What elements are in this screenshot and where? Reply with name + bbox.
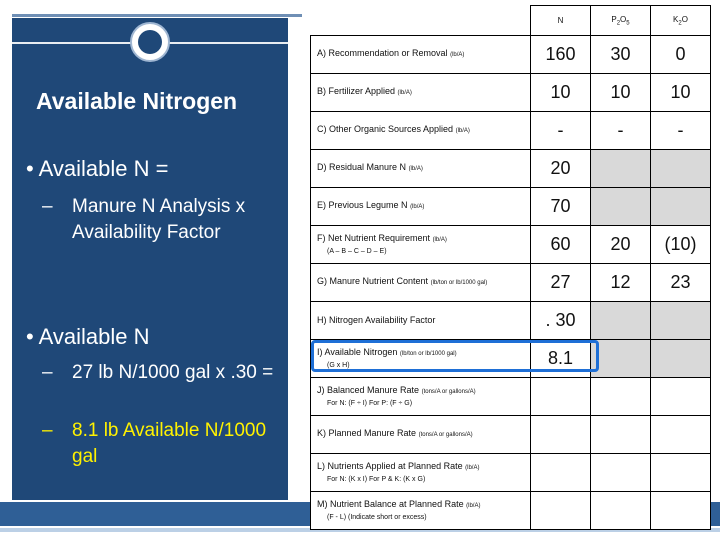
value-cell-p — [591, 378, 651, 416]
row-unit: (lb/A) — [410, 204, 425, 210]
row-label-cell — [311, 74, 531, 112]
value-cell-p: 30 — [591, 36, 651, 74]
row-unit: (lb/A) — [408, 166, 423, 172]
row-label: I) Available Nitrogen — [317, 346, 398, 357]
dash: – — [42, 196, 53, 217]
row-label-cell — [311, 226, 531, 264]
row-label: B) Fertilizer Applied — [317, 86, 396, 96]
column-header: $K_2O$ — [651, 6, 711, 36]
value-cell-p: 20 — [591, 226, 651, 264]
row-label: G) Manure Nutrient Content — [317, 276, 429, 286]
value-cell-k — [651, 454, 711, 492]
value-cell-p — [591, 340, 651, 378]
value-cell-n: . 30 — [531, 302, 591, 340]
value-cell-n: 70 — [531, 188, 591, 226]
value-cell-n: 10 — [531, 74, 591, 112]
bullet-available-n-example: • Available N — [26, 324, 150, 349]
row-unit: (lb/A) — [465, 464, 480, 471]
sub-bullet-text: 27 lb N/1000 gal x .30 = — [72, 362, 274, 383]
row-highlight-box — [311, 340, 599, 372]
row-unit: (tons/A or gallons/A) — [418, 432, 473, 438]
row-unit: (lb/ton or lb/1000 gal) — [399, 350, 457, 357]
value-cell-p: - — [591, 112, 651, 150]
nutrient-table-container — [310, 5, 710, 521]
value-cell-n — [531, 378, 591, 416]
value-cell-k — [651, 378, 711, 416]
value-cell-p — [591, 188, 651, 226]
table-row — [311, 188, 711, 226]
value-cell-p: 10 — [591, 74, 651, 112]
table-row — [311, 226, 711, 264]
value-cell-k — [651, 492, 711, 530]
table-row — [311, 454, 711, 492]
value-cell-n — [531, 454, 591, 492]
row-label-cell — [311, 264, 531, 302]
dash: – — [42, 420, 53, 441]
row-label: D) Residual Manure N — [317, 162, 407, 172]
table-row — [311, 264, 711, 302]
sub-bullet-text: 8.1 lb Available N/1000 gal — [72, 420, 267, 467]
value-cell-p — [591, 454, 651, 492]
row-label: L) Nutrients Applied at Planned Rate — [317, 460, 463, 471]
row-label-cell — [311, 492, 531, 530]
value-cell-n: 8.1 — [531, 340, 591, 378]
value-cell-k — [651, 188, 711, 226]
value-cell-k: (10) — [651, 226, 711, 264]
value-cell-k: 10 — [651, 74, 711, 112]
table-row — [311, 36, 711, 74]
table-row — [311, 492, 711, 530]
value-cell-k — [651, 150, 711, 188]
row-label-cell — [311, 416, 531, 454]
row-label: A) Recommendation or Removal — [317, 48, 448, 58]
row-label: H) Nitrogen Availability Factor — [317, 315, 436, 325]
table-row — [311, 416, 711, 454]
value-cell-n — [531, 492, 591, 530]
row-label-cell — [311, 454, 531, 492]
value-cell-n: 160 — [531, 36, 591, 74]
row-label-cell — [311, 378, 531, 416]
value-cell-p — [591, 416, 651, 454]
table-row — [311, 74, 711, 112]
value-cell-p: 12 — [591, 264, 651, 302]
row-label-cell — [311, 36, 531, 74]
decorative-circle-center — [138, 30, 162, 54]
row-unit: (lb/A) — [455, 128, 470, 134]
value-cell-p — [591, 302, 651, 340]
row-unit: (tons/A or gallons/A) — [421, 388, 476, 395]
row-note: For N: (F ÷ I) For P: (F ÷ G) — [327, 399, 413, 407]
row-label-cell — [311, 112, 531, 150]
row-label: E) Previous Legume N — [317, 200, 408, 210]
row-label-cell — [311, 188, 531, 226]
row-note: For N: (K x I) For P & K: (K x G) — [327, 475, 426, 483]
value-cell-k: - — [651, 112, 711, 150]
row-unit: (lb/A) — [432, 236, 447, 243]
table-row — [311, 378, 711, 416]
nutrient-table — [310, 5, 711, 530]
bullet-available-n-formula: • Available N = — [26, 156, 169, 181]
table-row — [311, 150, 711, 188]
row-unit: (lb/A) — [397, 90, 412, 96]
sub-bullet-text: Manure N Analysis x Availability Factor — [72, 196, 246, 243]
value-cell-k — [651, 302, 711, 340]
value-cell-n: 20 — [531, 150, 591, 188]
column-header: $P_2O_5$ — [591, 6, 651, 36]
row-label-cell — [311, 302, 531, 340]
row-label: J) Balanced Manure Rate — [317, 384, 420, 395]
row-unit: (lb/A) — [466, 502, 481, 509]
row-unit: (lb/ton or lb/1000 gal) — [430, 280, 488, 286]
header-blank-cell — [311, 6, 531, 36]
value-cell-k: 0 — [651, 36, 711, 74]
row-label: M) Nutrient Balance at Planned Rate — [317, 498, 464, 509]
column-header: N — [531, 6, 591, 36]
value-cell-k — [651, 340, 711, 378]
row-label: K) Planned Manure Rate — [317, 428, 417, 438]
row-note: (F - L) (Indicate short or excess) — [327, 513, 427, 521]
decorative-line — [12, 14, 302, 17]
value-cell-p — [591, 150, 651, 188]
value-cell-n: - — [531, 112, 591, 150]
value-cell-k: 23 — [651, 264, 711, 302]
dash: – — [42, 362, 53, 383]
row-label-cell — [311, 150, 531, 188]
table-row — [311, 112, 711, 150]
slide-title: Available Nitrogen — [36, 88, 238, 114]
table-row — [311, 302, 711, 340]
row-note: (G x H) — [327, 361, 350, 369]
value-cell-k — [651, 416, 711, 454]
table-header-row — [311, 6, 711, 36]
value-cell-n — [531, 416, 591, 454]
value-cell-n: 60 — [531, 226, 591, 264]
value-cell-p — [591, 492, 651, 530]
row-note: (A – B – C – D – E) — [327, 247, 387, 255]
row-label: F) Net Nutrient Requirement — [317, 232, 431, 243]
row-unit: (lb/A) — [450, 52, 465, 58]
value-cell-n: 27 — [531, 264, 591, 302]
row-label: C) Other Organic Sources Applied — [317, 124, 454, 134]
